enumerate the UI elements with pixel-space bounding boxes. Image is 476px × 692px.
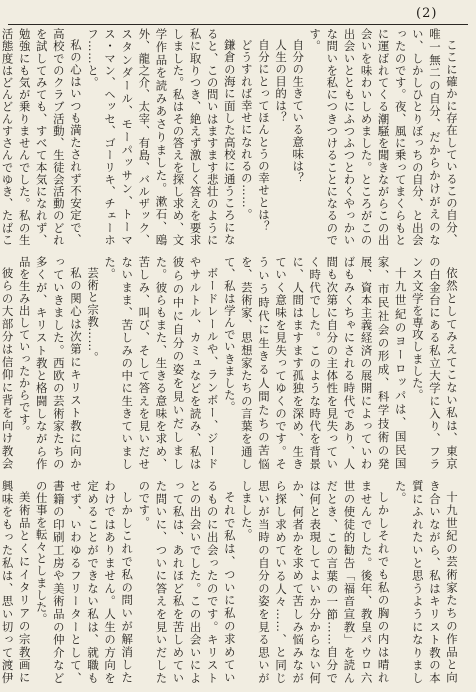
question-line: 自分にとってほんとうの幸せとは？	[256, 39, 271, 233]
paragraph: ボードレールや、ランボー、ジードやサルトル、カミュなどを読み、私は彼らの中に自分の姿を見いだしました。彼らもまた、生きる意味を求め、苦しみ、叫び、そして答えを見いだせないまま、苦しみの中に生きていました。	[103, 256, 220, 470]
paragraph: 美術品とくにイタリアの宗教画に興味をもった私は、思い切って渡伊	[0, 480, 32, 684]
question-line: 自分の生きている意味は？	[291, 39, 306, 185]
paragraph: 十九世紀の芸術家たちの作品と向き合いながら、私はキリスト教の本質にふれたいと思うようになりました。	[393, 480, 459, 684]
question-line: 人生の目的は？	[274, 39, 289, 125]
paragraph: 鎌倉の海に面した高校に通うころになると、この問いはますます悲壮のように私に取りつき、絶えず激しく答えを要求しました。私はその答えを探し求め、文学作品を読みあさりました。漱石、鴎外、龍之介、太宰、有島、バルザック、スタンダール、モーパッサン、トーマス・マン、ヘッセ、ゴーリキ、チェーホフ……と。	[86, 28, 237, 246]
paragraph: 彼らの大部分は信仰に背を向け教会	[0, 267, 15, 470]
paragraph: しかしこれで私の問いが解消したわけではありません。人生の方向を定めることができない私は、就職もせず、いわゆるフリーターとして、書籍の印刷工房や美術品の仲介などの仕事を転々としました。	[34, 480, 135, 684]
paragraph: 芸術と宗教……。	[86, 267, 101, 365]
question-line: どうすれば幸せになれるの……。	[239, 39, 254, 221]
paragraph: 私の関心は次第にキリスト教に向かっていきました。西欧の芸術家たちの多くが、キリスト教と格闘しながら作品を生み出していったからです。	[17, 256, 83, 470]
text-column-bottom	[0, 480, 460, 684]
paragraph: ここに確かに存在しているこの自分、唯一無二の自分、だからかけがえのない、しかしひとりぼっちの自分、と出会ったのです。夜、風に乗ってまくらもとに運ばれてくる潮騒を聞きながらこの出会いを味わいしめました。ところがこの出会いとともにふつふつとわくやっかいな問いを私につきつけることになるのです。	[308, 28, 459, 246]
text-column-middle	[0, 256, 460, 470]
paragraph: 依然としてみえてこない私は、東京の白金台にある私立大学に入り、フランス文学を専攻しました。	[410, 256, 459, 470]
text-column-top	[0, 28, 460, 246]
paragraph: しかしそれでも私の胸の内は晴れませんでした。後年、教皇パウロ六世の使徒的勧告「福音宣教」を読んだとき、この言葉の一節……自分では何と表現してよいか分からない何か、何者かを求めて苦しみ悩みながら探し求めている人々……、と同じ思いが当時の自分の姿を見る思いがしました。	[239, 480, 391, 684]
paragraph: 十九世紀のヨーロッパは、国民国家、市民社会の形成、科学技術の発展、資本主義経済の展開によっていわばもみくちゃにされる時代であり、人間も次第に自分の主体性を見失っていく時代でした。このような時代を背景に、人間はますます孤独を深め、生きていく意味を見失ってゆくのです。そういう時代に生きる人間たちの苦悩を、芸術家、思想家たちの言葉を通して、私は学んでいきました。	[222, 256, 408, 470]
header-rule	[8, 24, 468, 25]
paragraph: 私の心はいつも満たされず不安定で、高校でのクラブ活動、生徒会活動のどれを試してみても、すべて本気になれず、勉強にも気が乗りませんでした。私の生活態度はどんどんすさんでゆき、たばこ	[0, 28, 83, 246]
paragraph: それで私は、ついに私の求めているものに出会ったのです。キリストとの出会いでした。この出会いによって私は、あれほど私を苦しめていた問いに、ついに答えを見いだしたのです。	[137, 480, 237, 684]
page-number: (2)	[416, 6, 438, 21]
